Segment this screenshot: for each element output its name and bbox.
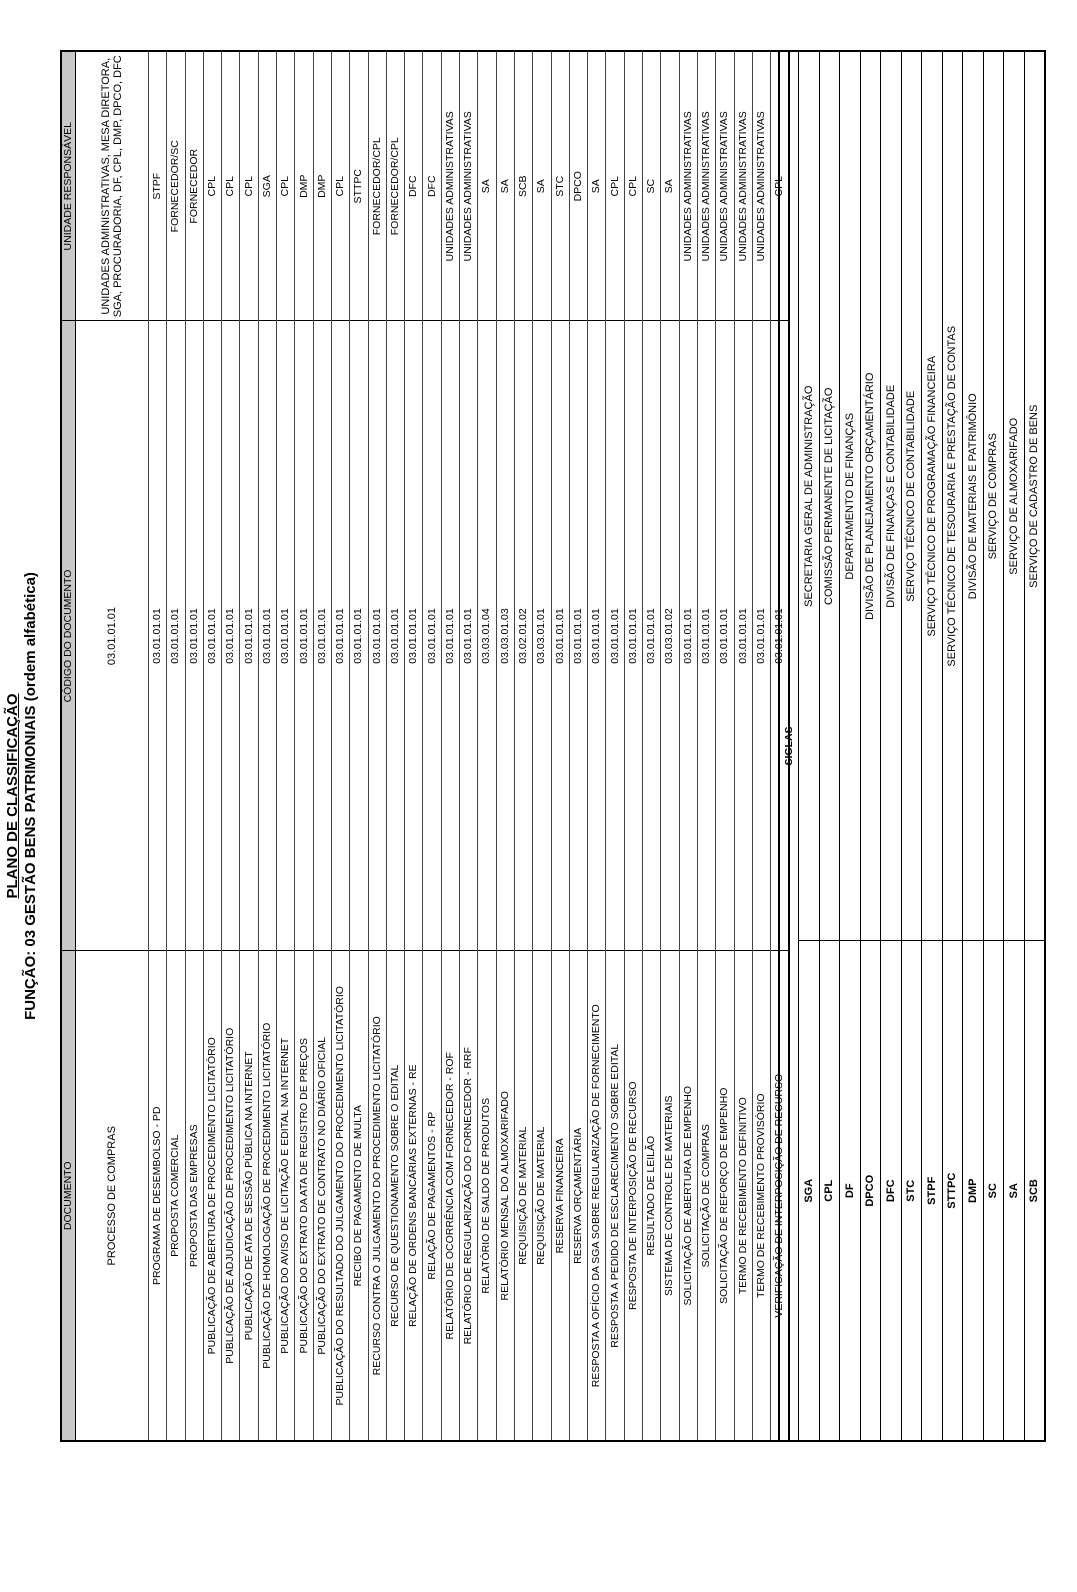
cell-documento: PUBLICAÇÃO DE ATA DE SESSÃO PÚBLICA NA INTERNET: [240, 951, 258, 1441]
sigla-full: SERVIÇO TÉCNICO DE CONTABILIDADE: [901, 51, 922, 941]
cell-unidade: CPL: [222, 51, 240, 321]
sigla-full: SERVIÇO TÉCNICO DE PROGRAMAÇÃO FINANCEIRA: [922, 51, 943, 941]
table-row: [149, 51, 167, 1441]
cell-documento: RELAÇÃO DE PAGAMENTOS - RP: [423, 951, 441, 1441]
sigla-full: DEPARTAMENTO DE FINANÇAS: [840, 51, 861, 941]
cell-unidade: DMP: [313, 51, 331, 321]
cell-codigo: 03.03.01.01: [533, 321, 551, 951]
table-row: [277, 51, 295, 1441]
sigla-full: SERVIÇO DE ALMOXARIFADO: [1004, 51, 1025, 941]
cell-unidade: UNIDADES ADMINISTRATIVAS: [460, 51, 478, 321]
sigla-abbr: SGA: [799, 941, 820, 1441]
cell-documento: SISTEMA DE CONTROLE DE MATERIAIS: [661, 951, 679, 1441]
sigla-abbr: DF: [840, 941, 861, 1441]
cell-codigo: 03.01.01.01: [716, 321, 734, 951]
cell-unidade: SA: [496, 51, 514, 321]
sigla-full: SERVIÇO TÉCNICO DE TESOURARIA E PRESTAÇÃO DE CONTAS: [942, 51, 963, 941]
sigla-abbr: DPCO: [860, 941, 881, 1441]
table-row: [606, 51, 624, 1441]
sigla-row: [860, 51, 881, 1441]
cell-documento: PUBLICAÇÃO DE ABERTURA DE PROCEDIMENTO LICITATÓRIO: [203, 951, 221, 1441]
table-row: [185, 51, 203, 1441]
sigla-full: COMISSÃO PERMANENTE DE LICITAÇÃO: [819, 51, 840, 941]
cell-codigo: 03.03.01.02: [661, 321, 679, 951]
table-row: [167, 51, 185, 1441]
cell-codigo: 03.01.01.01: [149, 321, 167, 951]
cell-codigo: 03.01.01.01: [697, 321, 715, 951]
cell-unidade: FORNECEDOR/SC: [167, 51, 185, 321]
cell-documento: PUBLICAÇÃO DO EXTRATO DA ATA DE REGISTRO DE PREÇOS: [295, 951, 313, 1441]
sigla-abbr: STPF: [922, 941, 943, 1441]
section-code: 03.01.01.01: [76, 321, 149, 951]
cell-codigo: 03.01.01.01: [752, 321, 770, 951]
cell-codigo: 03.01.01.01: [588, 321, 606, 951]
section-row: [76, 51, 149, 1441]
cell-documento: PUBLICAÇÃO DE HOMOLOGAÇÃO DE PROCEDIMENTO LICITATÓRIO: [258, 951, 276, 1441]
cell-unidade: SA: [588, 51, 606, 321]
classification-table: [60, 50, 790, 1442]
sigla-row: [983, 51, 1004, 1441]
sigla-row: [1024, 51, 1045, 1441]
table-row: [240, 51, 258, 1441]
siglas-table: [778, 50, 1046, 1442]
table-row: [441, 51, 459, 1441]
table-row: [386, 51, 404, 1441]
cell-codigo: 03.03.01.04: [478, 321, 496, 951]
cell-documento: RESPOSTA A OFÍCIO DA SGA SOBRE REGULARIZAÇÃO DE FORNECIMENTO: [588, 951, 606, 1441]
cell-unidade: UNIDADES ADMINISTRATIVAS: [752, 51, 770, 321]
siglas-header: SIGLAS: [779, 51, 799, 1441]
cell-codigo: 03.01.01.01: [460, 321, 478, 951]
sigla-row: [840, 51, 861, 1441]
cell-codigo: 03.01.01.01: [405, 321, 423, 951]
cell-unidade: DPCO: [569, 51, 587, 321]
cell-documento: PROPOSTA COMERCIAL: [167, 951, 185, 1441]
table-row: [624, 51, 642, 1441]
cell-codigo: 03.01.01.01: [441, 321, 459, 951]
cell-codigo: 03.01.01.01: [350, 321, 368, 951]
cell-unidade: CPL: [606, 51, 624, 321]
cell-codigo: 03.02.01.02: [514, 321, 532, 951]
table-row: [697, 51, 715, 1441]
cell-documento: SOLICITAÇÃO DE ABERTURA DE EMPENHO: [679, 951, 697, 1441]
cell-unidade: SC: [643, 51, 661, 321]
sigla-abbr: DMP: [963, 941, 984, 1441]
table-row: [295, 51, 313, 1441]
sigla-full: SERVIÇO DE CADASTRO DE BENS: [1024, 51, 1045, 941]
table-row: [514, 51, 532, 1441]
cell-unidade: SCB: [514, 51, 532, 321]
cell-unidade: CPL: [331, 51, 349, 321]
section-unit: UNIDADES ADMINISTRATIVAS, MESA DIRETORA, SGA, PROCURADORIA, DF, CPL, DMP, DPCO, DFC: [76, 51, 149, 321]
cell-codigo: 03.01.01.01: [569, 321, 587, 951]
cell-codigo: 03.01.01.01: [222, 321, 240, 951]
cell-unidade: DFC: [423, 51, 441, 321]
table-row: [643, 51, 661, 1441]
cell-unidade: UNIDADES ADMINISTRATIVAS: [441, 51, 459, 321]
table-row: [203, 51, 221, 1441]
sigla-row: [942, 51, 963, 1441]
cell-codigo: 03.01.01.01: [679, 321, 697, 951]
sigla-row: [799, 51, 820, 1441]
cell-codigo: 03.01.01.01: [167, 321, 185, 951]
sigla-row: [819, 51, 840, 1441]
table-row: [460, 51, 478, 1441]
cell-documento: RESPOSTA A PEDIDO DE ESCLARECIMENTO SOBRE EDITAL: [606, 951, 624, 1441]
cell-unidade: SGA: [258, 51, 276, 321]
sigla-abbr: SC: [983, 941, 1004, 1441]
section-document: PROCESSO DE COMPRAS: [76, 951, 149, 1441]
cell-codigo: 03.01.01.01: [185, 321, 203, 951]
cell-documento: RECURSO DE QUESTIONAMENTO SOBRE O EDITAL: [386, 951, 404, 1441]
cell-unidade: SA: [533, 51, 551, 321]
sigla-abbr: STC: [901, 941, 922, 1441]
table-row: [734, 51, 752, 1441]
cell-codigo: 03.01.01.01: [643, 321, 661, 951]
table-row: [752, 51, 770, 1441]
cell-documento: PUBLICAÇÃO DE ADJUDICAÇÃO DE PROCEDIMENTO LICITATÓRIO: [222, 951, 240, 1441]
table-row: [551, 51, 569, 1441]
table-row: [569, 51, 587, 1441]
cell-documento: RELATÓRIO MENSAL DO ALMOXARIFADO: [496, 951, 514, 1441]
page-title: PLANO DE CLASSIFICAÇÃO: [4, 693, 21, 899]
cell-codigo: 03.01.01.01: [203, 321, 221, 951]
sigla-row: [1004, 51, 1025, 1441]
cell-documento: REQUISIÇÃO DE MATERIAL: [514, 951, 532, 1441]
cell-documento: RESERVA FINANCEIRA: [551, 951, 569, 1441]
table-row: [313, 51, 331, 1441]
cell-codigo: 03.01.01.01: [258, 321, 276, 951]
sigla-full: DIVISÃO DE FINANÇAS E CONTABILIDADE: [881, 51, 902, 941]
cell-documento: RECURSO CONTRA O JULGAMENTO DO PROCEDIMENTO LICITATÓRIO: [368, 951, 386, 1441]
cell-codigo: 03.01.01.01: [295, 321, 313, 951]
cell-unidade: UNIDADES ADMINISTRATIVAS: [716, 51, 734, 321]
cell-unidade: STTPC: [350, 51, 368, 321]
cell-documento: RECIBO DE PAGAMENTO DE MULTA: [350, 951, 368, 1441]
cell-documento: SOLICITAÇÃO DE COMPRAS: [697, 951, 715, 1441]
cell-documento: SOLICITAÇÃO DE REFORÇO DE EMPENHO: [716, 951, 734, 1441]
cell-codigo: 03.01.01.01: [606, 321, 624, 951]
cell-unidade: FORNECEDOR: [185, 51, 203, 321]
table-row: [258, 51, 276, 1441]
cell-codigo: 03.03.01.03: [496, 321, 514, 951]
table-row: [222, 51, 240, 1441]
cell-codigo: 03.01.01.01: [423, 321, 441, 951]
cell-codigo: 03.01.01.01: [331, 321, 349, 951]
cell-documento: RESPOSTA DE INTERPOSIÇÃO DE RECURSO: [624, 951, 642, 1441]
cell-documento: RELATÓRIO DE OCORRÊNCIA COM FORNECEDOR - ROF: [441, 951, 459, 1441]
sigla-full: DIVISÃO DE PLANEJAMENTO ORÇAMENTÁRIO: [860, 51, 881, 941]
header-codigo: CÓDIGO DO DOCUMENTO: [61, 321, 76, 951]
cell-documento: PROPOSTA DAS EMPRESAS: [185, 951, 203, 1441]
table-row: [679, 51, 697, 1441]
cell-unidade: STPF: [149, 51, 167, 321]
sigla-row: [922, 51, 943, 1441]
sigla-row: [901, 51, 922, 1441]
cell-documento: RELATÓRIO DE SALDO DE PRODUTOS: [478, 951, 496, 1441]
cell-unidade: DFC: [405, 51, 423, 321]
sigla-abbr: STTPC: [942, 941, 963, 1441]
table-row: [588, 51, 606, 1441]
sigla-row: [963, 51, 984, 1441]
cell-unidade: CPL: [624, 51, 642, 321]
sigla-row: [881, 51, 902, 1441]
cell-unidade: UNIDADES ADMINISTRATIVAS: [679, 51, 697, 321]
cell-documento: TERMO DE RECEBIMENTO DEFINITIVO: [734, 951, 752, 1441]
cell-codigo: 03.01.01.01: [734, 321, 752, 951]
cell-codigo: 03.01.01.01: [240, 321, 258, 951]
sigla-abbr: SCB: [1024, 941, 1045, 1441]
cell-codigo: 03.01.01.01: [771, 321, 790, 951]
header-unidade: UNIDADE RESPONSÁVEL: [61, 51, 76, 321]
table-header-row: [61, 51, 76, 1441]
cell-unidade: CPL: [277, 51, 295, 321]
cell-codigo: 03.01.01.01: [624, 321, 642, 951]
cell-documento: TERMO DE RECEBIMENTO PROVISÓRIO: [752, 951, 770, 1441]
sigla-abbr: SA: [1004, 941, 1025, 1441]
cell-unidade: STC: [551, 51, 569, 321]
table-row: [533, 51, 551, 1441]
sigla-abbr: CPL: [819, 941, 840, 1441]
cell-unidade: UNIDADES ADMINISTRATIVAS: [697, 51, 715, 321]
cell-documento: PUBLICAÇÃO DO AVISO DE LICITAÇÃO E EDITAL NA INTERNET: [277, 951, 295, 1441]
cell-documento: REQUISIÇÃO DE MATERIAL: [533, 951, 551, 1441]
siglas-header-row: [779, 51, 799, 1441]
table-row: [368, 51, 386, 1441]
cell-unidade: UNIDADES ADMINISTRATIVAS: [734, 51, 752, 321]
cell-codigo: 03.01.01.01: [313, 321, 331, 951]
table-row: [350, 51, 368, 1441]
cell-documento: PUBLICAÇÃO DO EXTRATO DE CONTRATO NO DIÁRIO OFICIAL: [313, 951, 331, 1441]
cell-unidade: SA: [661, 51, 679, 321]
header-documento: DOCUMENTO: [61, 951, 76, 1441]
cell-unidade: CPL: [203, 51, 221, 321]
cell-unidade: CPL: [240, 51, 258, 321]
cell-codigo: 03.01.01.01: [368, 321, 386, 951]
cell-documento: PROGRAMA DE DESEMBOLSO - PD: [149, 951, 167, 1441]
cell-unidade: CPL: [771, 51, 790, 321]
cell-unidade: SA: [478, 51, 496, 321]
table-row: [405, 51, 423, 1441]
cell-documento: RELATÓRIO DE REGULARIZAÇÃO DO FORNECEDOR - RRF: [460, 951, 478, 1441]
table-row: [496, 51, 514, 1441]
sigla-abbr: DFC: [881, 941, 902, 1441]
page-subtitle: FUNÇÃO: 03 GESTÃO BENS PATRIMONIAIS (ordem alfabética): [22, 572, 39, 1020]
table-row: [478, 51, 496, 1441]
cell-documento: PUBLICAÇÃO DO RESULTADO DO JULGAMENTO DO PROCEDIMENTO LICITATÓRIO: [331, 951, 349, 1441]
table-row: [661, 51, 679, 1441]
table-row: [716, 51, 734, 1441]
cell-unidade: FORNECEDOR/CPL: [368, 51, 386, 321]
table-row: [331, 51, 349, 1441]
cell-codigo: 03.01.01.01: [551, 321, 569, 951]
cell-documento: RESERVA ORÇAMENTÁRIA: [569, 951, 587, 1441]
table-row: [423, 51, 441, 1441]
sigla-full: SERVIÇO DE COMPRAS: [983, 51, 1004, 941]
cell-unidade: DMP: [295, 51, 313, 321]
cell-documento: RESULTADO DE LEILÃO: [643, 951, 661, 1441]
cell-documento: VERIFICAÇÃO DE INTERPOSIÇÃO DE RECURSO: [771, 951, 790, 1441]
cell-codigo: 03.01.01.01: [277, 321, 295, 951]
cell-unidade: FORNECEDOR/CPL: [386, 51, 404, 321]
cell-documento: RELAÇÃO DE ORDENS BANCÁRIAS EXTERNAS - RE: [405, 951, 423, 1441]
sigla-full: DIVISÃO DE MATERIAIS E PATRIMÔNIO: [963, 51, 984, 941]
sigla-full: SECRETARIA GERAL DE ADMINISTRAÇÃO: [799, 51, 820, 941]
cell-codigo: 03.01.01.01: [386, 321, 404, 951]
